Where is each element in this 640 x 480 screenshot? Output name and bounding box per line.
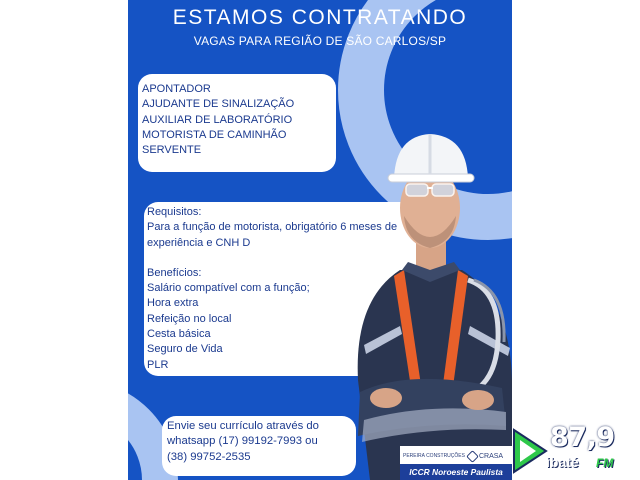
position-item: AUXILIAR DE LABORATÓRIO: [142, 113, 293, 126]
radio-city: ibaté: [546, 454, 579, 470]
position-item: SERVENTE: [142, 144, 202, 157]
contact-line: (38) 99752-2535: [167, 450, 251, 463]
partner-logo-pereira: PEREIRA CONSTRUÇÕES: [403, 453, 465, 459]
partner-logos-bar: [400, 446, 512, 480]
flyer-subtitle: VAGAS PARA REGIÃO DE SÃO CARLOS/SP: [193, 34, 447, 48]
benefit-item: Refeição no local: [147, 312, 232, 325]
radio-station-logo: [510, 424, 620, 480]
contact-card: [162, 416, 356, 476]
contact-line: whatsapp (17) 99192-7993 ou: [167, 435, 318, 448]
crasa-logo-text: CRASA: [478, 452, 504, 460]
contact-line: Envie seu currículo através do: [167, 420, 319, 432]
benefits-heading: Benefícios:: [147, 266, 202, 279]
partner-logo-crasa: [468, 452, 503, 461]
flyer-title: ESTAMOS CONTRATANDO: [172, 6, 468, 29]
job-flyer: [128, 0, 512, 480]
partner-logos-row: [400, 448, 512, 464]
position-item: APONTADOR: [142, 83, 211, 95]
requirements-heading: Requisitos:: [147, 206, 202, 218]
benefit-item: Hora extra: [147, 297, 199, 310]
position-item: AJUDANTE DE SINALIZAÇÃO: [142, 98, 295, 111]
benefit-item: PLR: [147, 358, 169, 371]
requirement-line: experiência e CNH D: [147, 236, 251, 249]
construction-worker-illustration: [350, 130, 512, 480]
benefit-item: Cesta básica: [147, 328, 211, 341]
position-item: MOTORISTA DE CAMINHÃO: [142, 128, 287, 141]
radio-frequency: 87,9: [550, 422, 615, 453]
benefit-item: Salário compatível com a função;: [147, 282, 310, 295]
partner-footer-label: ICCR Noroeste Paulista: [400, 464, 512, 480]
play-triangle-icon: [510, 426, 550, 476]
requirement-line: Para a função de motorista, obrigatório 6 meses de: [147, 221, 398, 234]
benefit-item: Seguro de Vida: [147, 343, 223, 356]
crasa-diamond-icon: [466, 450, 479, 463]
positions-card: [138, 74, 336, 172]
radio-band: FM: [596, 456, 614, 470]
